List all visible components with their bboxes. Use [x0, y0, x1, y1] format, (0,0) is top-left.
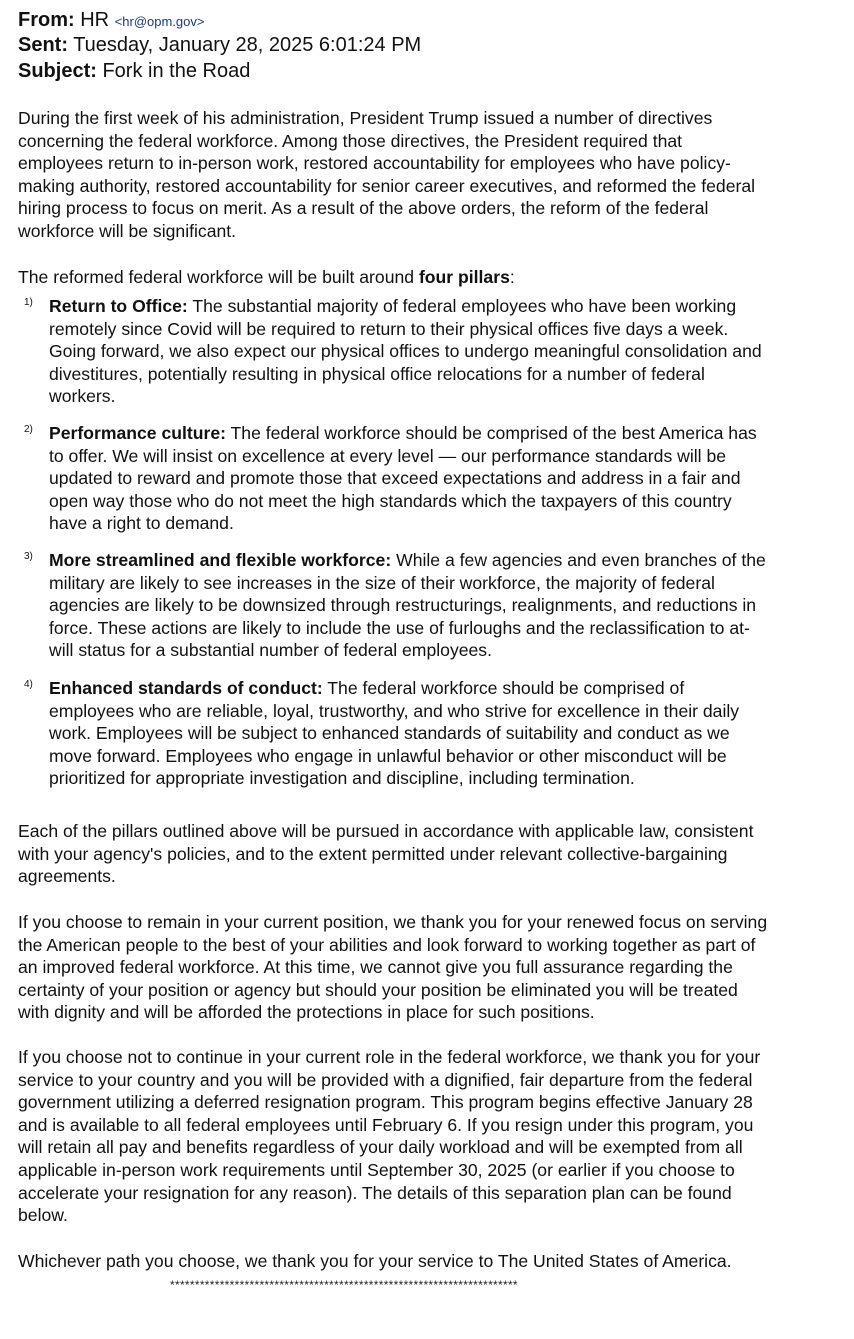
paragraph-line: If you choose not to continue in your current role in the federal workforce, we thank you for your	[18, 1047, 761, 1067]
paragraph-line: applicable in-person work requirements until September 30, 2025 (or earlier if you choose to	[18, 1159, 735, 1180]
paragraph-line: and is available to all federal employees until February 6. If you resign under this program, you	[18, 1114, 754, 1135]
pillar-text: While a few agencies and even branches of the	[391, 550, 766, 570]
paragraph-line: making authority, restored accountability for senior career executives, and reformed the federal	[18, 175, 756, 196]
paragraph-line: agreements.	[18, 866, 116, 887]
pillar-title: Enhanced standards of conduct:	[49, 678, 323, 698]
pillars-intro-text: The reformed federal workforce will be built around	[18, 267, 419, 287]
sender-email[interactable]: <hr@opm.gov>	[114, 14, 205, 29]
paragraph-line: If you choose to remain in your current position, we thank you for your renewed focus on serving	[18, 912, 768, 932]
paragraph-line: the American people to the best of your abilities and look forward to working together as part of	[18, 934, 756, 955]
asterisk-separator: **********************************************************************	[170, 1278, 518, 1292]
pillar-line: prioritized for appropriate investigation and discipline, including termination.	[49, 768, 635, 789]
pillar-line: workers.	[49, 386, 116, 407]
pillar-line: agencies are likely to be downsized through restructurings, realignments, and reductions in	[49, 595, 757, 616]
sent-label: Sent:	[18, 34, 68, 56]
intro-paragraph	[18, 107, 755, 243]
paragraph-line: service to your country and you will be provided with a dignified, fair departure from the federal	[18, 1069, 753, 1090]
paragraph-line: Each of the pillars outlined above will be pursued in accordance with applicable law, consistent	[18, 821, 754, 841]
pillar-line: work. Employees will be subject to enhanced standards of suitability and conduct as we	[49, 723, 730, 744]
pillar-line: remotely since Covid will be required to return to their physical offices five days a week.	[49, 318, 729, 339]
paragraph-line: During the first week of his administration, President Trump issued a number of directives	[18, 108, 713, 128]
from-line	[18, 8, 205, 34]
pillar-text: The federal workforce should be comprised of	[322, 678, 685, 698]
pillar-title: More streamlined and flexible workforce:	[49, 550, 392, 570]
pillar-line: Going forward, we also expect our physical offices to undergo meaningful consolidation and	[49, 341, 762, 362]
pillar-line: have a right to demand.	[49, 513, 234, 534]
paragraph-line: workforce will be significant.	[18, 220, 237, 241]
paragraph-line: employees return to in-person work, restored accountability for employees who have policy-	[18, 153, 731, 174]
pillar-number: 1)	[24, 297, 33, 308]
pillars-law-paragraph	[18, 820, 753, 888]
pillar-line: divestitures, potentially resulting in physical office relocations for a number of federal	[49, 363, 705, 384]
paragraph-line: will retain all pay and benefits regardless of your daily workload and will be exempted from all	[18, 1137, 743, 1158]
pillar-line: force. These actions are likely to include the use of furloughs and the reclassification to at-	[49, 617, 750, 638]
resign-paragraph	[18, 1046, 760, 1227]
subject-label: Subject:	[18, 60, 97, 82]
paragraph-line: accelerate your resignation for any reason). The details of this separation plan can be found	[18, 1182, 732, 1203]
pillar-line: open way those who do not meet the high standards which the taxpayers of this country	[49, 490, 732, 511]
paragraph-line: with your agency's policies, and to the extent permitted under relevant collective-bargaining	[18, 843, 728, 864]
sent-value: Tuesday, January 28, 2025 6:01:24 PM	[73, 34, 422, 56]
paragraph-line: hiring process to focus on merit. As a result of the above orders, the reform of the federal	[18, 198, 709, 219]
closing-line: Whichever path you choose, we thank you for your service to The United States of America.	[18, 1251, 732, 1271]
pillar-title: Return to Office:	[49, 296, 188, 316]
pillar-line: military are likely to see increases in the size of their workforce, the majority of federal	[49, 572, 715, 593]
sent-line	[18, 33, 421, 57]
pillar-number: 4)	[24, 679, 33, 690]
paragraph-line: with dignity and will be afforded the protections in place for such positions.	[18, 1002, 595, 1023]
pillar-number: 3)	[24, 551, 33, 562]
pillar-title: Performance culture:	[49, 423, 226, 443]
pillars-intro	[18, 266, 515, 289]
pillar-text: The federal workforce should be comprised of the best America has	[225, 423, 757, 443]
subject-value: Fork in the Road	[102, 60, 251, 82]
pillar-line: move forward. Employees who engage in unlawful behavior or other misconduct will be	[49, 745, 727, 766]
pillars-intro-colon: :	[509, 267, 515, 287]
paragraph-line: certainty of your position or agency but should your position be eliminated you will be treated	[18, 979, 738, 1000]
from-label: From:	[18, 9, 75, 31]
sender-name: HR	[80, 9, 110, 31]
subject-line	[18, 59, 250, 83]
paragraph-line: below.	[18, 1205, 68, 1226]
pillar-text: The substantial majority of federal employees who have been working	[187, 296, 737, 316]
paragraph-line: concerning the federal workforce. Among those directives, the President required that	[18, 130, 683, 151]
pillars-intro-bold: four pillars	[418, 267, 510, 287]
pillar-line: updated to reward and promote those that exceed expectations and address in a fair and	[49, 468, 741, 489]
paragraph-line: an improved federal workforce. At this time, we cannot give you full assurance regarding the	[18, 957, 733, 978]
pillar-line: to offer. We will insist on excellence at every level — our performance standards will be	[49, 445, 727, 466]
pillar-line: employees who are reliable, loyal, trustworthy, and who strive for excellence in their daily	[49, 700, 740, 721]
paragraph-line: government utilizing a deferred resignation program. This program begins effective January 28	[18, 1092, 753, 1113]
pillar-line: will status for a substantial number of federal employees.	[49, 640, 492, 661]
remain-paragraph	[18, 911, 767, 1024]
pillar-number: 2)	[24, 424, 33, 435]
